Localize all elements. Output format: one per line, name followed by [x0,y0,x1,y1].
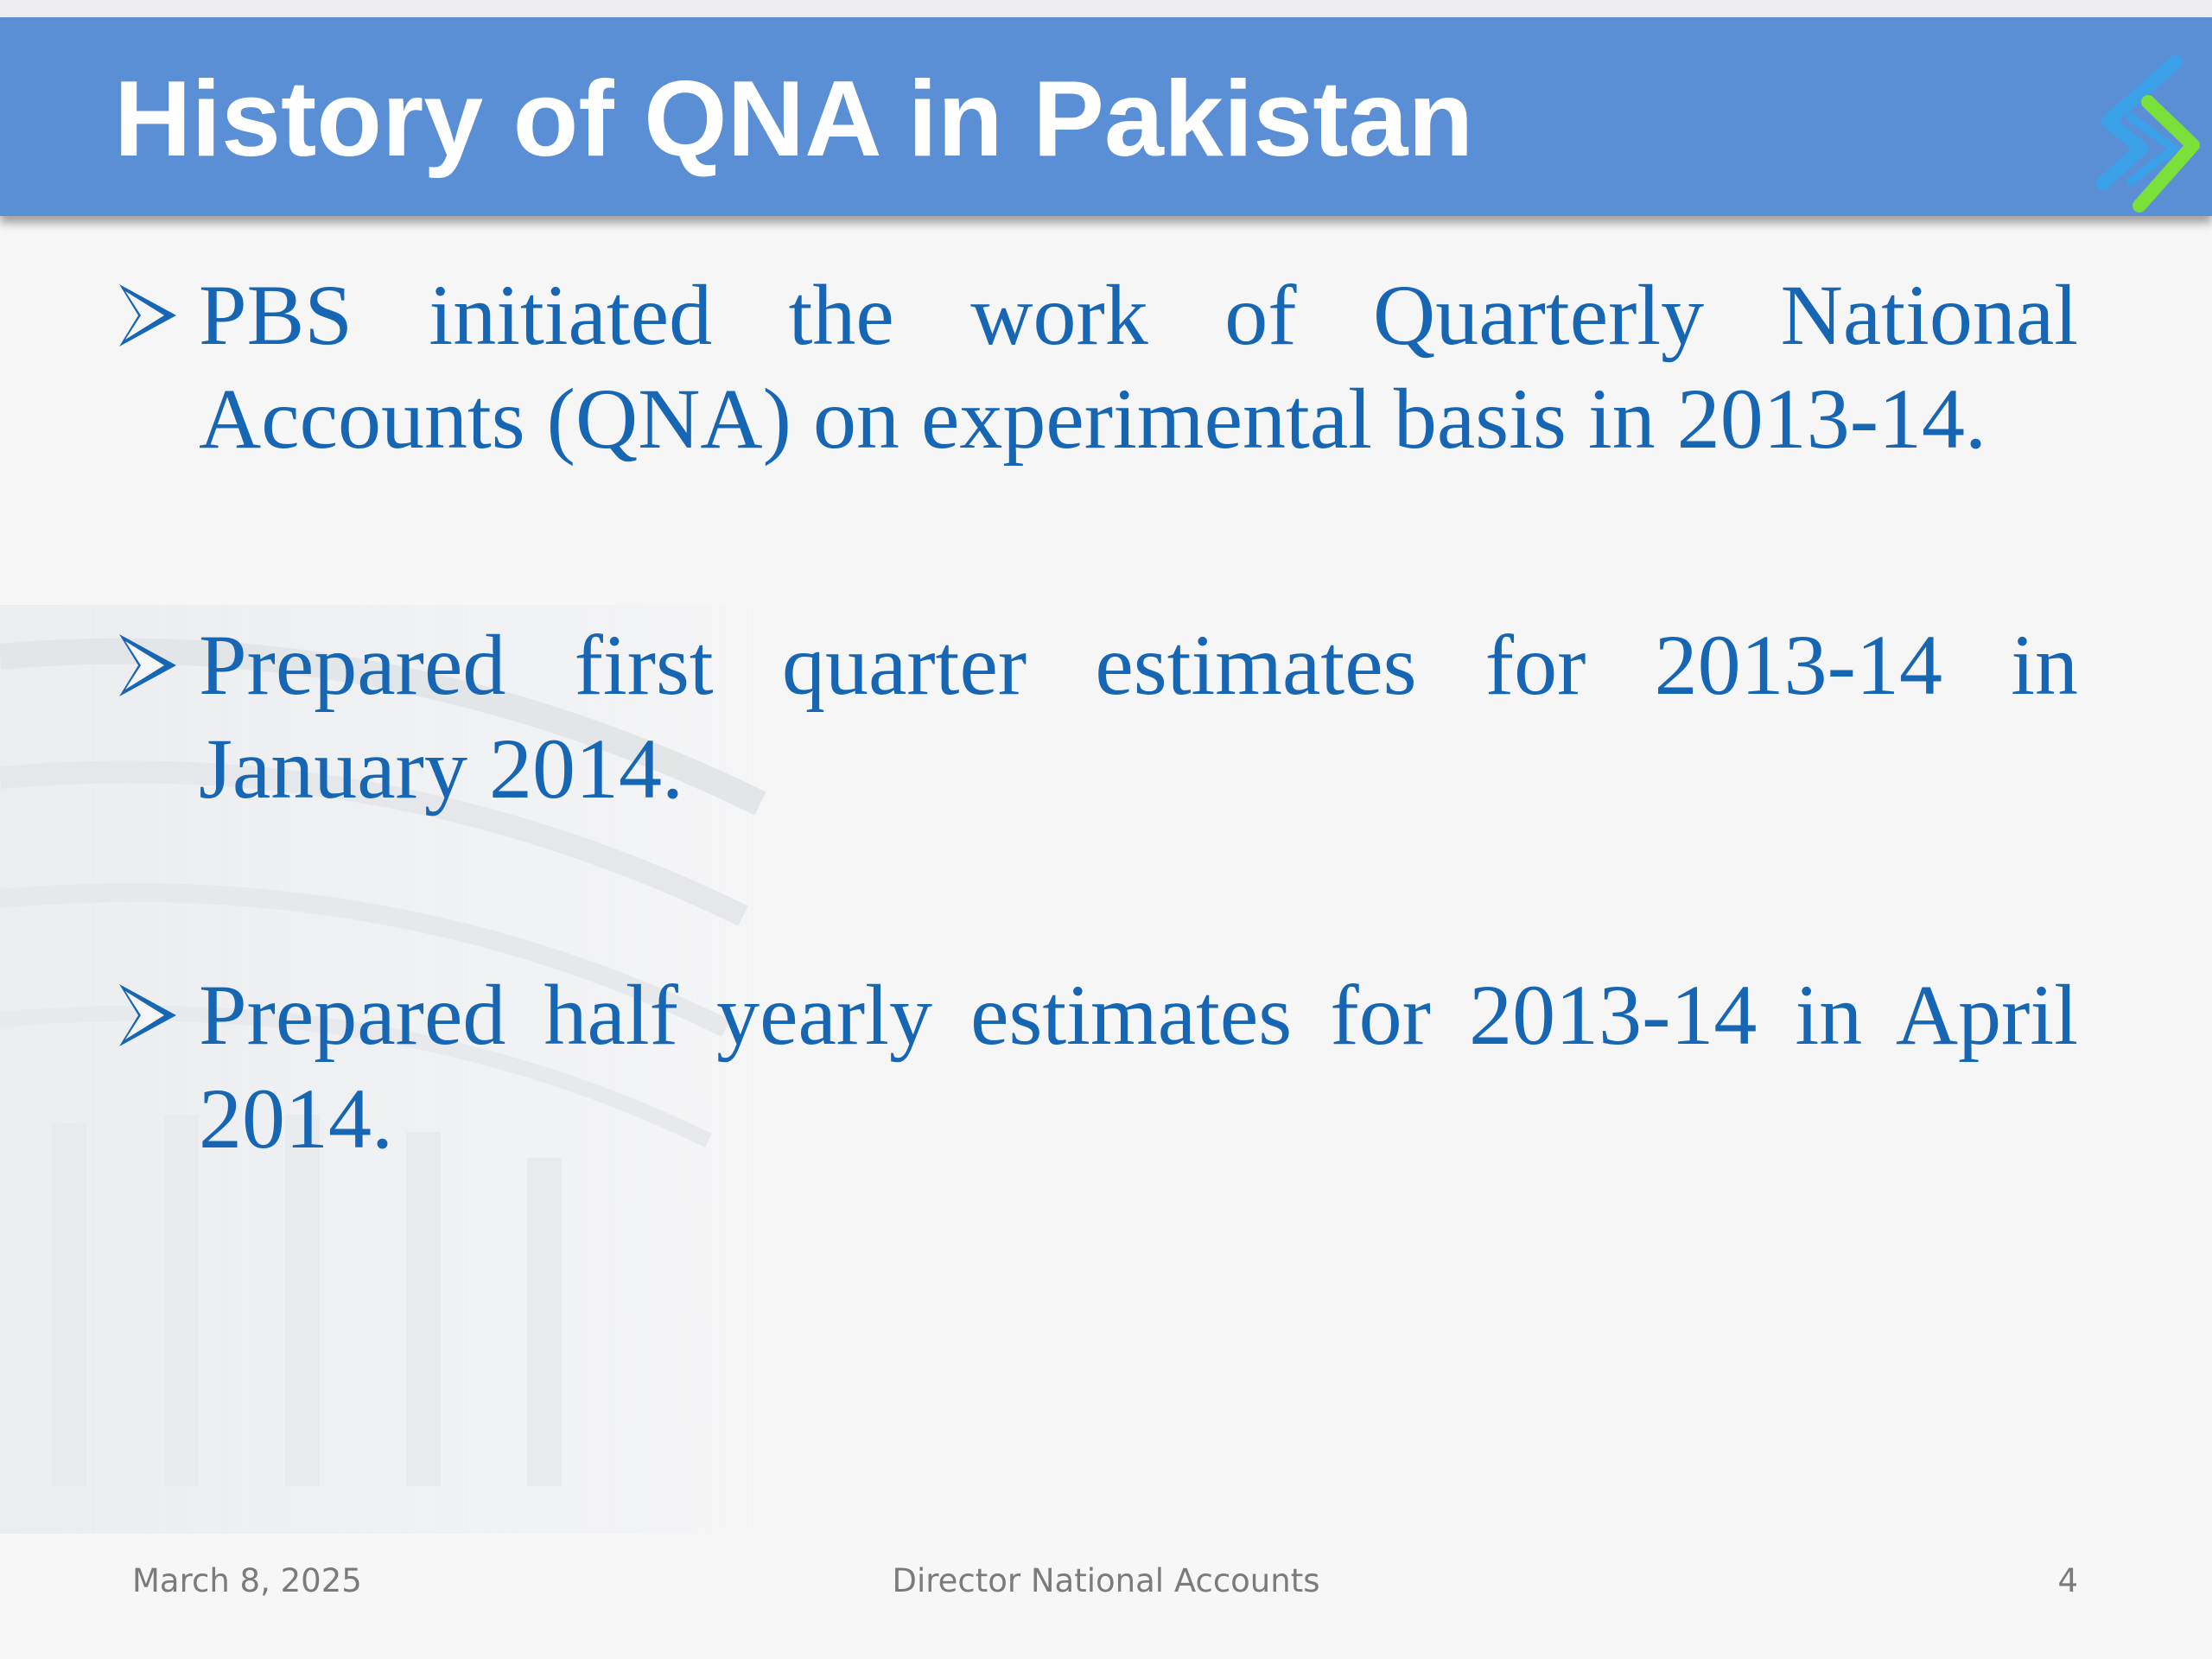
bullet-list [112,264,2078,1313]
arrowhead-bullet-icon [118,632,178,698]
bullet-item-3 [112,963,2078,1171]
bullet-text: PBS initiated the work of Quarterly National Accounts (QNA) on experimental basis in 2013-14. [199,267,2078,467]
arrowhead-bullet-icon [118,982,178,1048]
bullet-text: Prepared first quarter estimates for 2013-14 in January 2014. [199,617,2078,817]
top-strip [0,0,2212,17]
slide-number: 4 [2057,1562,2078,1599]
bullet-item-1 [112,264,2078,471]
pbs-logo-icon [2074,52,2212,225]
slide-title: History of QNA in Pakistan [114,60,1474,179]
title-bar [0,17,2212,216]
bullet-item-2 [112,613,2078,821]
footer-title: Director National Accounts [892,1562,1320,1599]
bullet-text: Prepared half yearly estimates for 2013-14 in April 2014. [199,967,2078,1166]
arrowhead-bullet-icon [118,283,178,348]
footer-date: March 8, 2025 [132,1562,362,1599]
